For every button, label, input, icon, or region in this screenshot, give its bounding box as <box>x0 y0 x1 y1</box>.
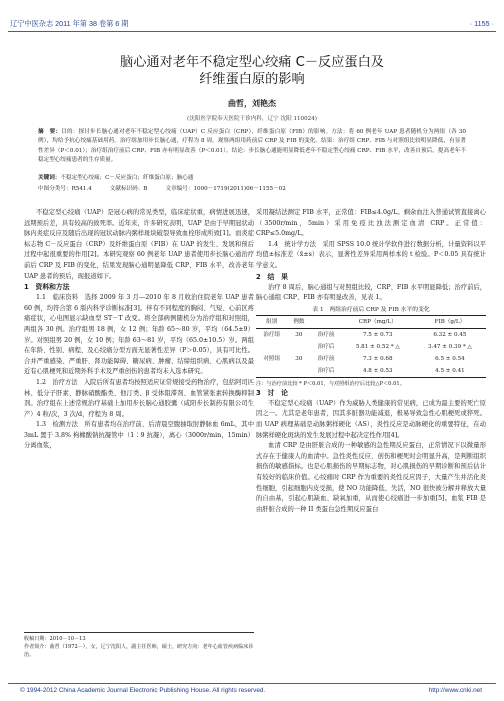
detection-continued-paragraph: 采用凝结法测定 FIB 水平，正常值：FIB≤4.0g/L。剩余血注入普通试管直接离心（3500r/min，5min）采用免疫比浊法测定血清 CRP。正常值：CRP≤5.0mg/L。 <box>256 209 486 238</box>
authors: 曲哲，刘艳杰 <box>228 98 276 108</box>
abstract-label: 摘 要： <box>38 129 62 135</box>
title-line-2: 纤维蛋白原的影响 <box>199 72 305 87</box>
table-cell <box>256 341 287 353</box>
table-header-row <box>256 315 486 328</box>
table-cell: 4.8 ± 0.53 <box>362 367 393 374</box>
intro-paragraph: 不稳定型心绞痛（UAP）是冠心病的常见类型，临床症状重，病情进展迅速，远期预后差，具有较高的致死率。近年来，许多研究表明，UAP 是由于早期冠状动脉内炎症反应及随后出现的冠状动脉内粥样斑块破裂导致血栓形成所致[1]。而炎症标志物 C－反应蛋白（CRP）及纤维蛋白原（FIB）在 UAP 的发生、发展和预后过程中起很重要的作用[2]。本研究观察 60 例老年 UAP 患者使用步长脑心通治疗前后 CRP 及 FIB 的变化，结果发现脑心通明显降低 CRP、FIB 水平，改善老年 UAP 患者的预后，现报道如下。 <box>24 209 254 280</box>
title-line-1: 脑心通对老年不稳定型心绞痛 C－反应蛋白及 <box>120 55 384 70</box>
clinical-data-paragraph: 1.1 临床资料 选择 2009 年 3 月—2010 年 8 月收治住院老年 UAP 患者 60 例，均符合第 6 版内科学诊断标准[3]。伴有不同程度的胸闷、气短、心前区疼痛症状，心电图显示缺血型 ST－T 改变。将全部病例随机分为治疗组和对照组，两组各 30 例。治疗组男 18 例，女 12 例；年龄 65～80 岁，平均（64.5±9）岁。对照组男 20 例，女 10 例；年龄 63～81 岁，平均（65.0±10.5）岁。两组在年龄、性别、病程、及心绞痛分型方面无显著性差异（P＞0.05），具有可比性。合并严重感染、严重肝、肾功能障碍、糖尿病、肿瘤、结缔组织病、心肌病以及最近有心肌梗死和近期外科手术及严重创伤的患者均未入选本研究。 <box>24 294 254 376</box>
right-column <box>256 208 486 515</box>
discussion-paragraph-1: 不稳定型心绞痛（UAP）作为威胁人类健康的常见病，已成为最主要的死亡原因之一。尤其是老年患者，因其多脏器功能减退，极易导致急性心肌梗死或猝死。而 UAP 病理基础是动脉粥样硬化（AS），炎性反应是动脉硬化的重要特征，在动脉粥样硬化斑块的发生发展过程中起决定性作用[4]。 <box>256 399 486 439</box>
results-paragraph: 治疗 8 周后，脑心通组与对照组比较，CRP、FIB 水平明显降低；治疗前后，脑心通组 CRP、FIB 亦有明显改善，见表 1。 <box>256 283 486 302</box>
page-number: · 1155 · <box>469 19 494 28</box>
affiliation: (沈阳医学院奉天医院干诊内科，辽宁 沈阳 110024) <box>187 116 317 122</box>
keywords <box>38 174 466 183</box>
table-header-cell: 组别 <box>266 318 278 325</box>
abstract <box>38 128 466 166</box>
table-cell: 6.32 ± 0.45 <box>433 331 467 338</box>
table-cell: 30 <box>295 331 303 338</box>
table-row <box>256 328 486 341</box>
table-cell <box>256 365 287 378</box>
data-table <box>256 315 486 378</box>
table-caption: 表 1 两组治疗前后 CRP 及 FIB 水平的变化 <box>312 306 430 313</box>
table-cell: 6.5 ± 0.54 <box>435 355 465 362</box>
author-bio: 作者简介：曲哲（1972－），女，辽宁沈阳人，副主任医师，硕士，研究方向：老年心血管疾病临床诊治。 <box>24 644 254 658</box>
table-cell <box>287 341 310 353</box>
table-cell: 7.5 ± 0.73 <box>362 331 393 338</box>
table-cell: 治疗后 <box>317 367 335 374</box>
left-column <box>24 208 254 452</box>
section-heading-discussion: 3 讨 论 <box>256 388 288 397</box>
results-table <box>256 306 486 388</box>
running-header <box>8 14 496 34</box>
section-heading-methods: 1 资料和方法 <box>24 283 70 292</box>
table-header-cell <box>310 315 341 328</box>
table-header-cell: 例数 <box>293 318 305 325</box>
table-row <box>256 353 486 365</box>
table-row <box>256 365 486 378</box>
table-header-cell: CRP（mg/L） <box>358 318 397 325</box>
table-cell: 3.47 ± 0.39 * △ <box>428 343 472 350</box>
page-footer <box>0 683 504 697</box>
keywords-text: 不稳定型心绞痛；C－反应蛋白；纤维蛋白原；脑心通 <box>60 175 194 181</box>
clc-number: 中图分类号：R541.4 <box>38 186 92 192</box>
footnote <box>24 632 254 659</box>
article-id: 文章编号：1000－1719(2011)06－1155－02 <box>165 186 286 192</box>
keywords-label: 关键词： <box>38 175 61 181</box>
table-cell: 4.5 ± 0.41 <box>435 367 465 374</box>
statistics-paragraph: 1.4 统计学方法 采用 SPSS 10.0 统计学软件进行数据分析，计量资料以平均值±标准差（x̄±s）表示，显著性差异采用两样本的 t 检验。P＜0.05 具有统计学意义。 <box>256 240 486 269</box>
discussion-paragraph-2: 血清 CRP 是由肝脏合成的一种敏感的急性期反应蛋白，正常情况下以微量形式存在于健康人的血清中。急性炎性反应、创伤和梗死时会明显升高，是判断组织损伤的敏感指标。也是心肌损伤的早期标志物，对心肌损伤的早期诊断和预后估计有较好的临床价值。心绞痛时 CRP 作为重要的炎性反应因子，大量产生并活化炎性细胞，引起细胞内皮受损，使 NO 功能降低、失活，NO 很快被分解并释放大量的自由基，引起心肌缺血、缺氧加重，从而使心绞痛进一步加重[5]。血浆 FIB 是由肝脏合成的一种 II 类蛋白急性期反应蛋白 <box>256 442 486 513</box>
table-cell: 对照组 <box>263 355 281 362</box>
abstract-text: 目的：探讨步长脑心通对老年不稳定型心绞痛（UAP）C 反应蛋白（CRP）、纤维蛋白原（FIB）的影响。方法：将 60 例老年 UAP 患者随机分为两组（各 30 例），均给予抗心绞痛基础用药。治疗组加用步长脑心通，疗程为 8 周，观察两组用药前后 CRP 及 FIB 的变化。结果：治疗组 CRP、FIB 与对照组比较明显降低，有显著性差异（P＜0.01）；治疗组治疗前后 CRP、FIB 亦有明显改善（P＜0.01）。结论：步长脑心通能明显降低老年不稳定型心绞痛 CRP、FIB 水平，改善自预后，提高老年不稳定型心绞痛患者的生存质量。 <box>38 129 466 164</box>
table-cell: 治疗组 <box>263 331 281 338</box>
journal-citation: 辽宁中医杂志 2011 年第 38 卷第 6 期 <box>10 19 129 28</box>
section-heading-results: 2 结 果 <box>256 272 288 281</box>
table-cell: 7.3 ± 0.68 <box>362 355 393 362</box>
received-date: 收稿日期：2010－10－13 <box>24 636 86 642</box>
copyright-notice: © 1994-2012 China Academic Journal Electronic Publishing House. All rights reserved. <box>20 687 266 694</box>
article-title <box>30 54 474 88</box>
table-cell: 治疗前 <box>317 355 335 362</box>
table-cell <box>287 365 310 378</box>
classification-line <box>38 184 466 192</box>
table-row <box>256 341 486 353</box>
table-note: 注：与治疗前比较 * P＜0.01，与对照组治疗后比较△P＜0.01。 <box>256 380 405 387</box>
table-cell: 5.81 ± 0.52 * △ <box>355 343 400 350</box>
treatment-paragraph: 1.2 治疗方法 入院后所有患者均按照适应证常规接受药物治疗，包括阿司匹林、低分子肝素、静脉硝酸酯类、他汀类、β 受体阻滞剂、血管紧张素转换酶抑制剂。治疗组在上述常规治疗基础上加用步长脑心通胶囊（咸阳步长制药有限公司生产）4 粒/次，3 次/d，疗程为 8 周。 <box>24 378 254 418</box>
table-cell: 治疗后 <box>317 343 335 350</box>
footer-url: http://www.cnki.net <box>428 687 482 694</box>
table-header-cell: FIB（g/L） <box>434 318 466 325</box>
detection-paragraph: 1.3 检测方法 所有患者均在治疗前、后清晨空腹抽取肘静脉血 6mL，其中 3mL 置于 3.8% 枸橼酸钠抗凝管中（1∶9 抗凝），离心（3000r/min，15min）分离血浆， <box>24 421 254 450</box>
table-cell: 30 <box>295 355 303 362</box>
header-rule <box>8 31 496 32</box>
document-code: 文献标识码：B <box>109 186 148 192</box>
footer-rule <box>8 683 496 684</box>
table-cell: 治疗前 <box>317 331 335 338</box>
